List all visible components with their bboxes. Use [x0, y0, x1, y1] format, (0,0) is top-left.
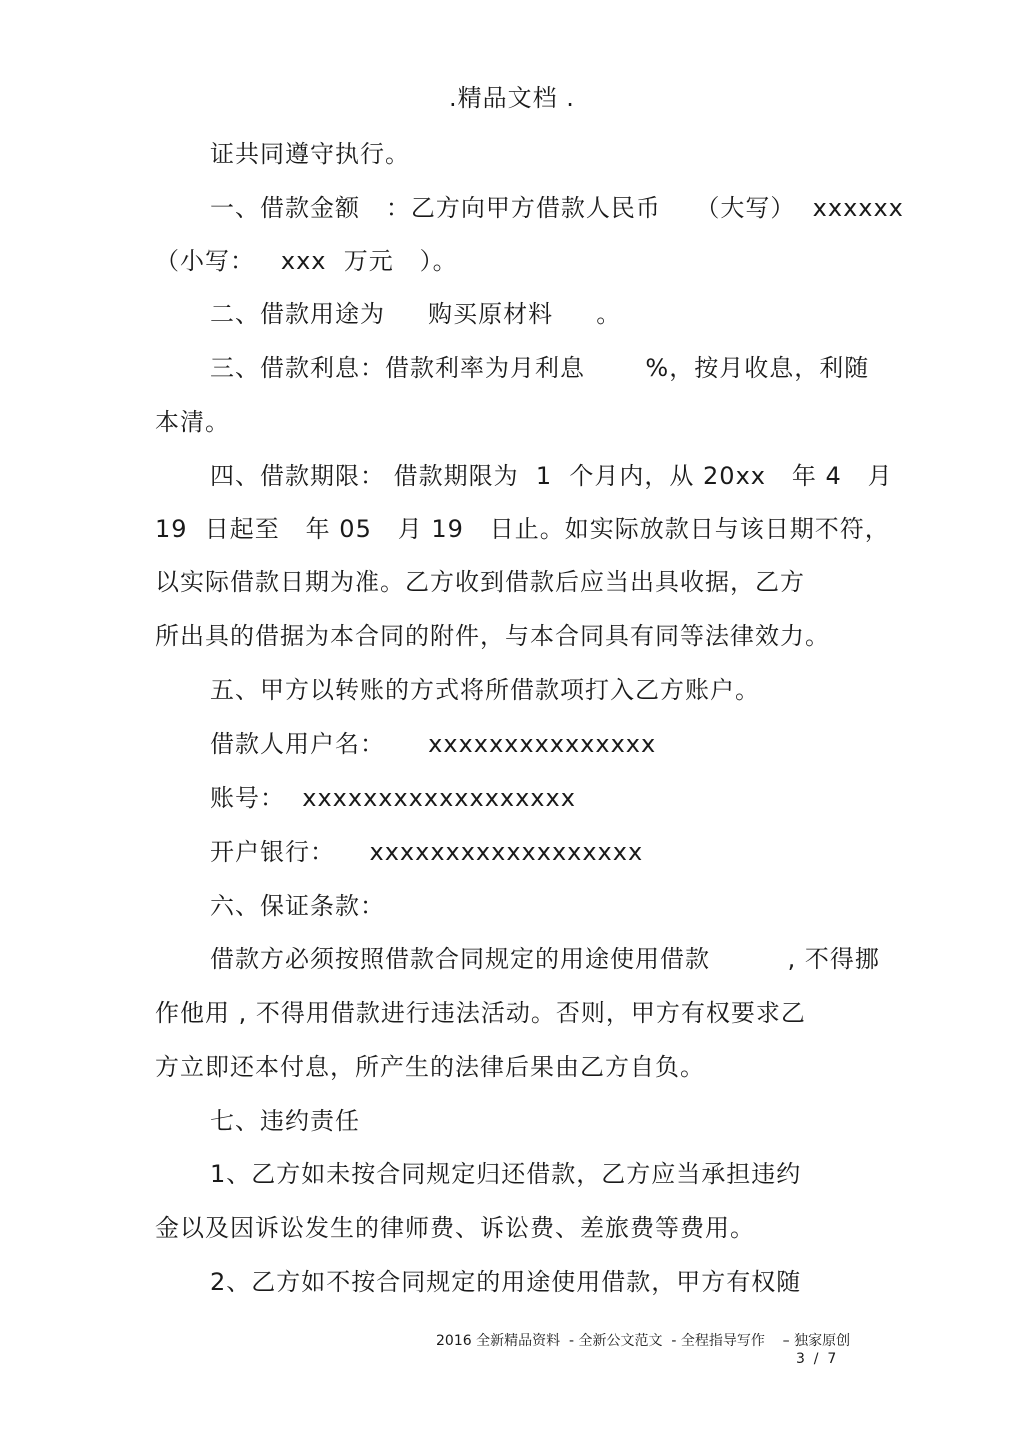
paragraph-line: 所出具的借据为本合同的附件，与本合同具有同等法律效力。	[155, 622, 830, 650]
paragraph-line: 2、乙方如不按合同规定的用途使用借款，甲方有权随	[210, 1268, 802, 1296]
paragraph-line: 以实际借款日期为准。乙方收到借款后应当出具收据，乙方	[155, 568, 805, 596]
paragraph-line: 二、借款用途为 购买原材料 。	[210, 300, 622, 328]
paragraph-line: 本清。	[155, 408, 230, 436]
page-number: 3 / 7	[796, 1351, 837, 1367]
paragraph-line: 作他用 , 不得用借款进行违法活动。否则，甲方有权要求乙	[155, 999, 806, 1027]
paragraph-line: 金以及因诉讼发生的律师费、诉讼费、差旅费等费用。	[155, 1214, 755, 1242]
paragraph-line: 19 日起至 年 05 月 19 日止。如实际放款日与该日期不符，	[155, 515, 890, 543]
paragraph-line: 五、甲方以转账的方式将所借款项打入乙方账户。	[210, 676, 760, 704]
paragraph-line: 一、借款金额 ：乙方向甲方借款人民币 （大写） xxxxxx	[210, 194, 904, 222]
paragraph-line: 证共同遵守执行。	[210, 140, 410, 168]
page-footer: 2016 全新精品资料 - 全新公文范文 - 全程指导写作 – 独家原创	[436, 1333, 851, 1349]
paragraph-line: 借款人用户名： xxxxxxxxxxxxxxx	[210, 730, 657, 758]
paragraph-line: 六、保证条款：	[210, 892, 385, 920]
paragraph-line: 七、违约责任	[210, 1107, 360, 1135]
paragraph-line: 开户银行： xxxxxxxxxxxxxxxxxx	[210, 838, 644, 866]
paragraph-line: 四、借款期限： 借款期限为 1 个月内，从 20xx 年 4 月	[210, 462, 893, 490]
paragraph-line: 方立即还本付息，所产生的法律后果由乙方自负。	[155, 1053, 705, 1081]
page-header: .精品文档 .	[449, 84, 575, 112]
paragraph-line: 1、乙方如未按合同规定归还借款，乙方应当承担违约	[210, 1160, 802, 1188]
paragraph-line: （小写： xxx 万元 ）。	[155, 247, 458, 275]
paragraph-line: 账号： xxxxxxxxxxxxxxxxxx	[210, 784, 576, 812]
paragraph-line: 借款方必须按照借款合同规定的用途使用借款 , 不得挪	[210, 945, 880, 973]
paragraph-line: 三、借款利息：借款利率为月利息 %，按月收息，利随	[210, 354, 870, 382]
